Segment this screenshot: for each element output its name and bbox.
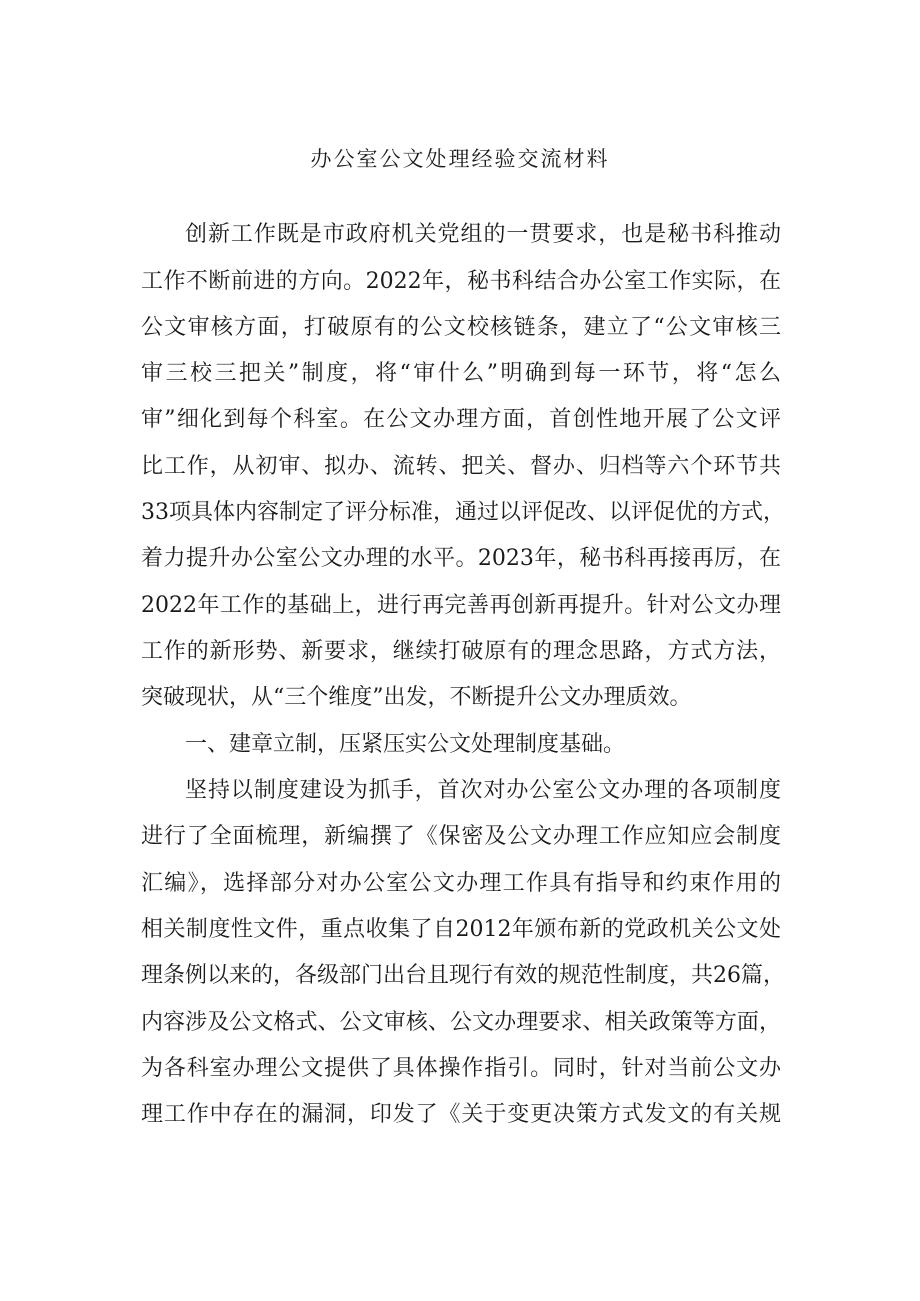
body-line: 创新工作既是市政府机关党组的一贯要求，也是秘书科推动 [185,222,781,247]
body-line: 汇编》，选择部分对办公室公文办理工作具有指导和约束作用的 [141,871,781,896]
body-line: 33项具体内容制定了评分标准，通过以评促改、以评促优的方式， [141,500,785,525]
body-line: 进行了全面梳理，新编撰了《保密及公文办理工作应知应会制度 [141,824,781,849]
body-line: 审”细化到每个科室。在公文办理方面，首创性地开展了公文评 [141,407,781,432]
body-line: 工作的新形势、新要求，继续打破原有的理念思路，方式方法， [141,639,781,664]
document-title: 办公室公文处理经验交流材料 [310,147,610,171]
section-heading: 一、建章立制，压紧压实公文处理制度基础。 [185,732,626,757]
body-line: 相关制度性文件，重点收集了自2012年颁布新的党政机关公文处 [141,917,781,942]
body-line: 公文审核方面，打破原有的公文校核链条，建立了“公文审核三 [141,315,781,340]
body-line: 内容涉及公文格式、公文审核、公文办理要求、相关政策等方面， [141,1010,781,1035]
body-line: 突破现状，从“三个维度”出发，不断提升公文办理质效。 [141,685,692,710]
body-line: 审三校三把关”制度，将“审什么”明确到每一环节，将“怎么 [141,361,781,386]
body-line: 工作不断前进的方向。2022年，秘书科结合办公室工作实际，在 [141,269,781,294]
body-line: 坚持以制度建设为抓手，首次对办公室公文办理的各项制度 [185,778,781,803]
body-line: 理工作中存在的漏洞，印发了《关于变更决策方式发文的有关规 [141,1102,781,1127]
body-line: 理条例以来的，各级部门出台且现行有效的规范性制度，共26篇， [141,963,785,988]
body-line: 比工作，从初审、拟办、流转、把关、督办、归档等六个环节共 [141,454,781,479]
body-line: 2022年工作的基础上，进行再完善再创新再提升。针对公文办理 [141,593,781,618]
body-line: 为各科室办理公文提供了具体操作指引。同时，针对当前公文办 [141,1056,781,1081]
body-line: 着力提升办公室公文办理的水平。2023年，秘书科再接再厉，在 [141,546,781,571]
